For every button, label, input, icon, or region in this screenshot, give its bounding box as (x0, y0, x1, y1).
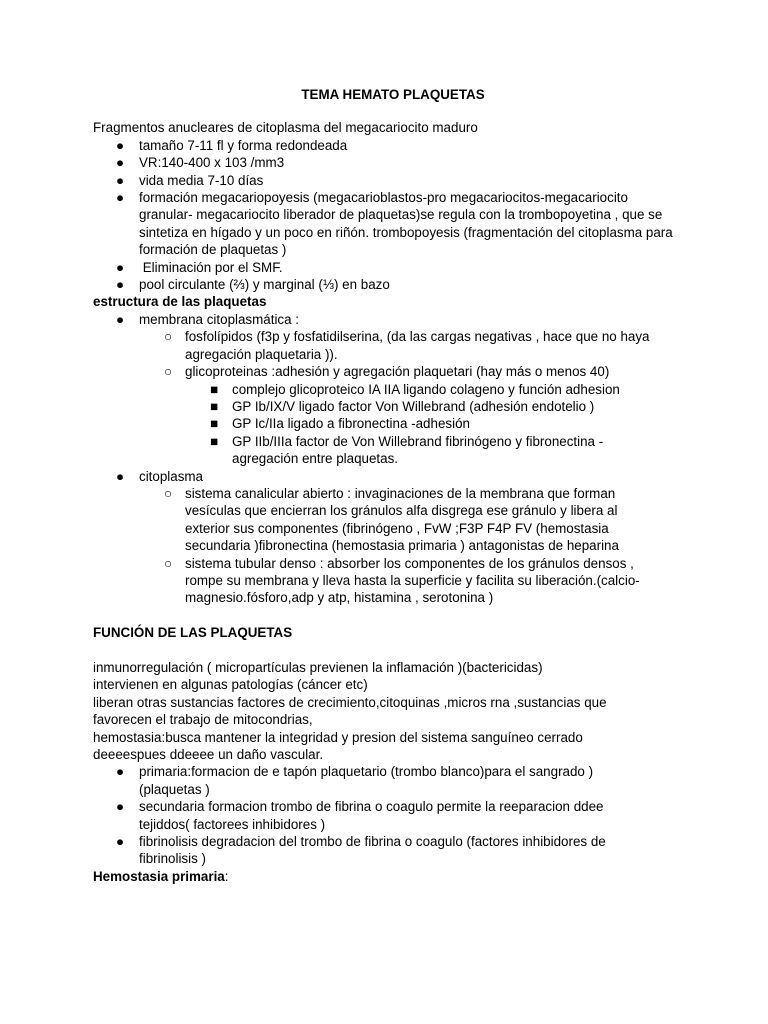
hemostasis-list (93, 763, 693, 867)
square-bullet-icon: ■ (209, 381, 219, 397)
list-item: ● vida media 7-10 días (93, 172, 693, 189)
list-item: ● Eliminación por el SMF. (93, 259, 693, 276)
function-heading: FUNCIÓN DE LAS PLAQUETAS (93, 625, 293, 641)
list-item-phospholipids: ○ fosfolípidos (f3p y fosfatidilserina, (da las cargas negativas , hace que no haya agregación plaquetaria )). (93, 328, 693, 363)
bullet-icon: ● (115, 137, 125, 153)
primary-heading: Hemostasia primaria (93, 868, 225, 884)
bullet-icon: ● (115, 764, 125, 780)
list-item: ● tamaño 7-11 fl y forma redondeada (93, 137, 693, 154)
list-item: ● VR:140-400 x 103 /mm3 (93, 154, 693, 171)
function-paragraph: intervienen en algunas patologías (cáncer etc) (93, 677, 368, 693)
bullet-icon: ● (115, 799, 125, 815)
structure-heading: estructura de las plaquetas (93, 294, 267, 310)
primary-heading-line (93, 868, 693, 885)
list-item: ■ complejo glicoproteico IA IIA ligando colageno y función adhesion (93, 381, 693, 398)
bullet-icon: ● (115, 277, 125, 293)
list-item: ● pool circulante (⅔) y marginal (⅓) en bazo (93, 276, 693, 293)
document-page (93, 86, 693, 885)
circle-bullet-icon: ○ (163, 555, 173, 571)
function-paragraph: hemostasia:busca mantener la integridad y presion del sistema sanguíneo cerrado deeeespues ddeeee un daño vascular. (93, 729, 583, 762)
structure-list (93, 311, 693, 607)
bullet-icon: ● (115, 259, 125, 275)
bullet-icon: ● (115, 311, 125, 327)
list-item: ● primaria:formacion de e tapón plaquetario (trombo blanco)para el sangrado ) (plaquetas ) (93, 763, 693, 798)
list-item-cytoplasm: ● citoplasma (93, 468, 693, 485)
list-item: ● secundaria formacion trombo de fibrina o coagulo permite la reeparacion ddee tejiddos( factorees inhibidores ) (93, 798, 693, 833)
list-item: ○ sistema tubular denso : absorber los componentes de los gránulos densos , rompe su membrana y lleva hasta la superficie y facilita su liberación.(calcio-magnesio.fósforo,adp y atp, histamina , serotonina ) (93, 555, 693, 607)
bullet-icon: ● (115, 834, 125, 850)
function-paragraph: inmunorregulación ( micropartículas previenen la inflamación )(bactericidas) (93, 659, 543, 675)
primary-heading-colon: : (224, 868, 229, 884)
bullet-icon: ● (115, 190, 125, 206)
bullet-icon: ● (115, 155, 125, 171)
square-bullet-icon: ■ (209, 433, 219, 449)
list-item: ● formación megacariopoyesis (megacarioblastos-pro megacariocitos-megacariocito granular- megacariocito liberador de plaquetas)se regula con la trombopoyetina , que se sintetiza en hígado y un poco en riñón. trombopoyesis (fragmentación del citoplasma para formación de plaquetas ) (93, 189, 693, 259)
circle-bullet-icon: ○ (163, 329, 173, 345)
circle-bullet-icon: ○ (163, 485, 173, 501)
document-title: TEMA HEMATO PLAQUETAS (301, 87, 485, 102)
square-bullet-icon: ■ (209, 416, 219, 432)
bullet-icon: ● (115, 468, 125, 484)
list-item: ○ sistema canalicular abierto : invaginaciones de la membrana que forman vesículas que encierran los gránulos alfa disgrega ese gránulo y libera al exterior sus componentes (fibrinógeno , FvW ;F3P F4P FV (hemostasia secundaria )fibronectina (hemostasia primaria ) antagonistas de heparina (93, 485, 693, 555)
list-item: ● fibrinolisis degradacion del trombo de fibrina o coagulo (factores inhibidores de fibrinolisis ) (93, 833, 693, 868)
intro-text: Fragmentos anucleares de citoplasma del megacariocito maduro (93, 120, 478, 136)
square-bullet-icon: ■ (209, 398, 219, 414)
bullet-icon: ● (115, 172, 125, 188)
list-item: ■ GP Ic/IIa ligado a fibronectina -adhesión (93, 415, 693, 432)
function-paragraph: liberan otras sustancias factores de crecimiento,citoquinas ,micros rna ,sustancias que favorecen el trabajo de mitocondrias, (93, 694, 607, 728)
list-item: ■ GP IIb/IIIa factor de Von Willebrand fibrinógeno y fibronectina -agregación entre plaquetas. (93, 433, 693, 468)
intro-list (93, 137, 693, 294)
list-item-glycoproteins: ○ glicoproteinas :adhesión y agregación plaquetari (hay más o menos 40) (93, 363, 693, 380)
list-item: ■ GP Ib/IX/V ligado factor Von Willebrand (adhesión endotelio ) (93, 398, 693, 415)
circle-bullet-icon: ○ (163, 364, 173, 380)
list-item-membrane: ● membrana citoplasmática : (93, 311, 693, 328)
